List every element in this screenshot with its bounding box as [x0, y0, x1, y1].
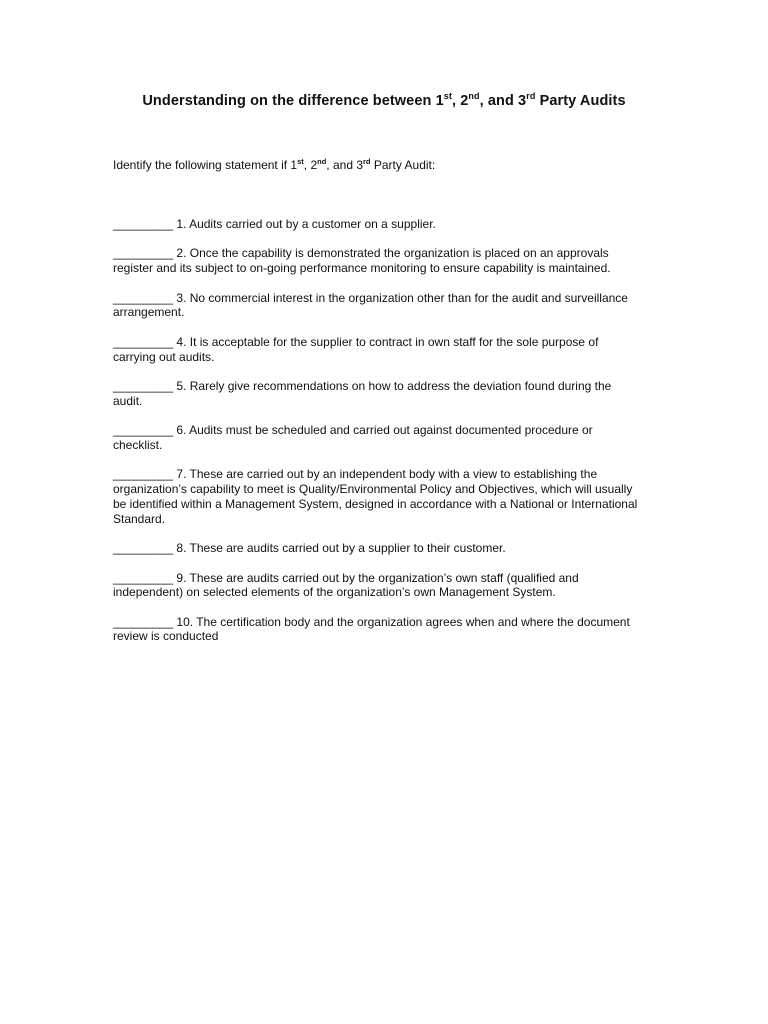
- question-10: _________ 10. The certification body and the organization agrees when and where the document review is conducted: [113, 614, 630, 644]
- instruction-text-3: , and 3: [326, 158, 363, 172]
- title-sup-3: rd: [526, 91, 536, 101]
- question-1: _________ 1. Audits carried out by a customer on a supplier.: [113, 217, 436, 231]
- question-5: _________ 5. Rarely give recommendations on how to address the deviation found during the audit.: [113, 378, 612, 408]
- instruction-text-4: Party Audit:: [370, 158, 436, 172]
- question-8: _________ 8. These are audits carried out by a supplier to their customer.: [113, 541, 506, 556]
- instruction-text-2: , 2: [303, 158, 318, 172]
- title-text-3: , and 3: [479, 93, 527, 109]
- question-4: _________ 4. It is acceptable for the supplier to contract in own staff for the sole purpose of carrying out audits.: [113, 334, 599, 364]
- instruction-sup-3: rd: [363, 157, 371, 166]
- question-7: _________ 7. These are carried out by an independent body with a view to establishing the organization’s capability to meet is Quality/Environmental Policy and Objectives, which will usually be identified within a Management System, designed in accordance with a National or International Standard.: [113, 467, 638, 526]
- question-list: [113, 217, 643, 659]
- question-9: _________ 9. These are audits carried out by the organization’s own staff (qualified and independent) on selected elements of the organization’s own Management System.: [113, 570, 579, 600]
- title-text-4: Party Audits: [535, 93, 626, 109]
- question-3: _________ 3. No commercial interest in the organization other than for the audit and surveillance arrangement.: [113, 290, 628, 320]
- instruction-text-1: Identify the following statement if 1: [113, 158, 298, 172]
- instruction-sup-2: nd: [317, 157, 327, 166]
- instruction-text: [113, 158, 435, 172]
- title-text-2: , 2: [451, 93, 469, 109]
- title-text-1: Understanding on the difference between 1: [142, 93, 444, 109]
- document-title: [0, 93, 768, 109]
- title-sup-1: st: [443, 91, 452, 101]
- question-6: _________ 6. Audits must be scheduled and carried out against documented procedure or checklist.: [113, 423, 593, 452]
- instruction-sup-1: st: [297, 157, 304, 166]
- title-sup-2: nd: [468, 91, 480, 101]
- question-2: _________ 2. Once the capability is demonstrated the organization is placed on an approvals register and its subject to on-going performance monitoring to ensure capability is maintained.: [113, 246, 611, 276]
